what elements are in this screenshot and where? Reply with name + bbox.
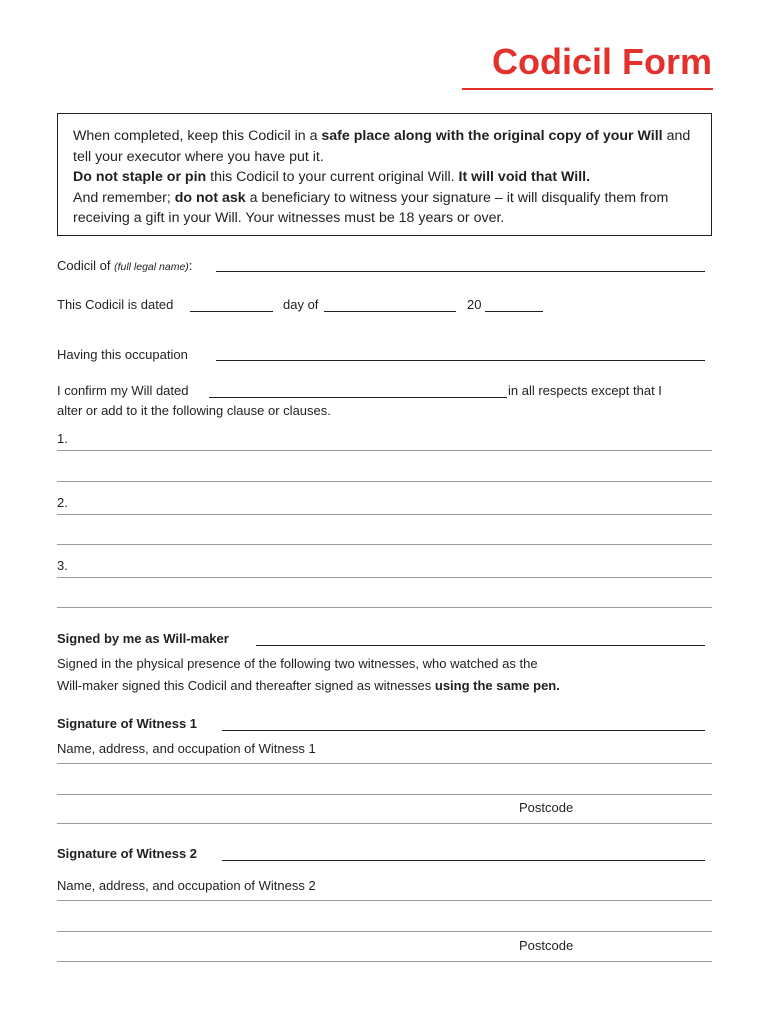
form-title: Codicil Form xyxy=(491,41,712,82)
clause-3-line-1[interactable] xyxy=(57,577,712,578)
presence-text-line1: Signed in the physical presence of the following two witnesses, who watched as the xyxy=(57,656,538,671)
full-name-field[interactable] xyxy=(216,271,705,272)
instruction-2: Do not staple or pin this Codicil to your current original Will. It will void that Will. xyxy=(73,169,591,186)
day-of-label: day of xyxy=(283,297,319,312)
dated-label: This Codicil is dated xyxy=(57,297,174,312)
date-month-field[interactable] xyxy=(324,311,456,312)
clause-3-line-2[interactable] xyxy=(57,607,712,608)
clause-1-line-2[interactable] xyxy=(57,481,712,482)
clause-1-line-1[interactable] xyxy=(57,450,712,451)
confirm-label-cont: in all respects except that I xyxy=(508,383,662,398)
instructions-box xyxy=(57,113,712,236)
instruction-1: When completed, keep this Codicil in a safe place along with the original copy of your Will and tell your executor where you have put it. xyxy=(73,128,691,165)
will-date-field[interactable] xyxy=(209,397,507,398)
witness-2-details-line-2[interactable] xyxy=(57,931,712,932)
date-day-field[interactable] xyxy=(190,311,273,312)
date-year-field[interactable] xyxy=(485,311,543,312)
witness-2-details-label: Name, address, and occupation of Witness 2 xyxy=(57,878,316,893)
clause-2-line-1[interactable] xyxy=(57,514,712,515)
witness-2-signature-field[interactable] xyxy=(222,860,705,861)
witness-1-postcode-label: Postcode xyxy=(519,800,574,815)
witness-2-details-line-1[interactable] xyxy=(57,900,712,901)
occupation-field[interactable] xyxy=(216,360,705,361)
confirm-label-line2: alter or add to it the following clause or clauses. xyxy=(57,403,331,418)
year-prefix-label: 20 xyxy=(467,297,482,312)
clause-2-line-2[interactable] xyxy=(57,544,712,545)
instruction-3: And remember; do not ask a beneficiary to witness your signature – it will disqualify them from receiving a gift in your Will. Your witnesses must be 18 years or over. xyxy=(73,189,669,227)
presence-text-line2: Will-maker signed this Codicil and thereafter signed as witnesses using the same pen. xyxy=(57,678,560,693)
witness-1-details-line-2[interactable] xyxy=(57,794,712,795)
will-maker-signature-field[interactable] xyxy=(256,645,705,646)
clause-number-3: 3. xyxy=(57,558,68,573)
clause-number-1: 1. xyxy=(57,431,68,446)
occupation-label: Having this occupation xyxy=(57,347,188,362)
will-maker-signature-label: Signed by me as Will-maker xyxy=(57,631,229,646)
title-underline xyxy=(462,88,713,90)
witness-1-signature-field[interactable] xyxy=(222,730,705,731)
confirm-label: I confirm my Will dated xyxy=(57,383,189,398)
witness-2-postcode-label: Postcode xyxy=(519,938,574,953)
witness-2-signature-label: Signature of Witness 2 xyxy=(57,846,198,861)
witness-2-postcode-line[interactable] xyxy=(57,961,712,962)
codicil-of-label: Codicil of (full legal name): xyxy=(57,258,193,273)
clause-number-2: 2. xyxy=(57,495,68,510)
witness-1-details-label: Name, address, and occupation of Witness 1 xyxy=(57,741,316,756)
witness-1-postcode-line[interactable] xyxy=(57,823,712,824)
witness-1-signature-label: Signature of Witness 1 xyxy=(57,716,198,731)
witness-1-details-line-1[interactable] xyxy=(57,763,712,764)
